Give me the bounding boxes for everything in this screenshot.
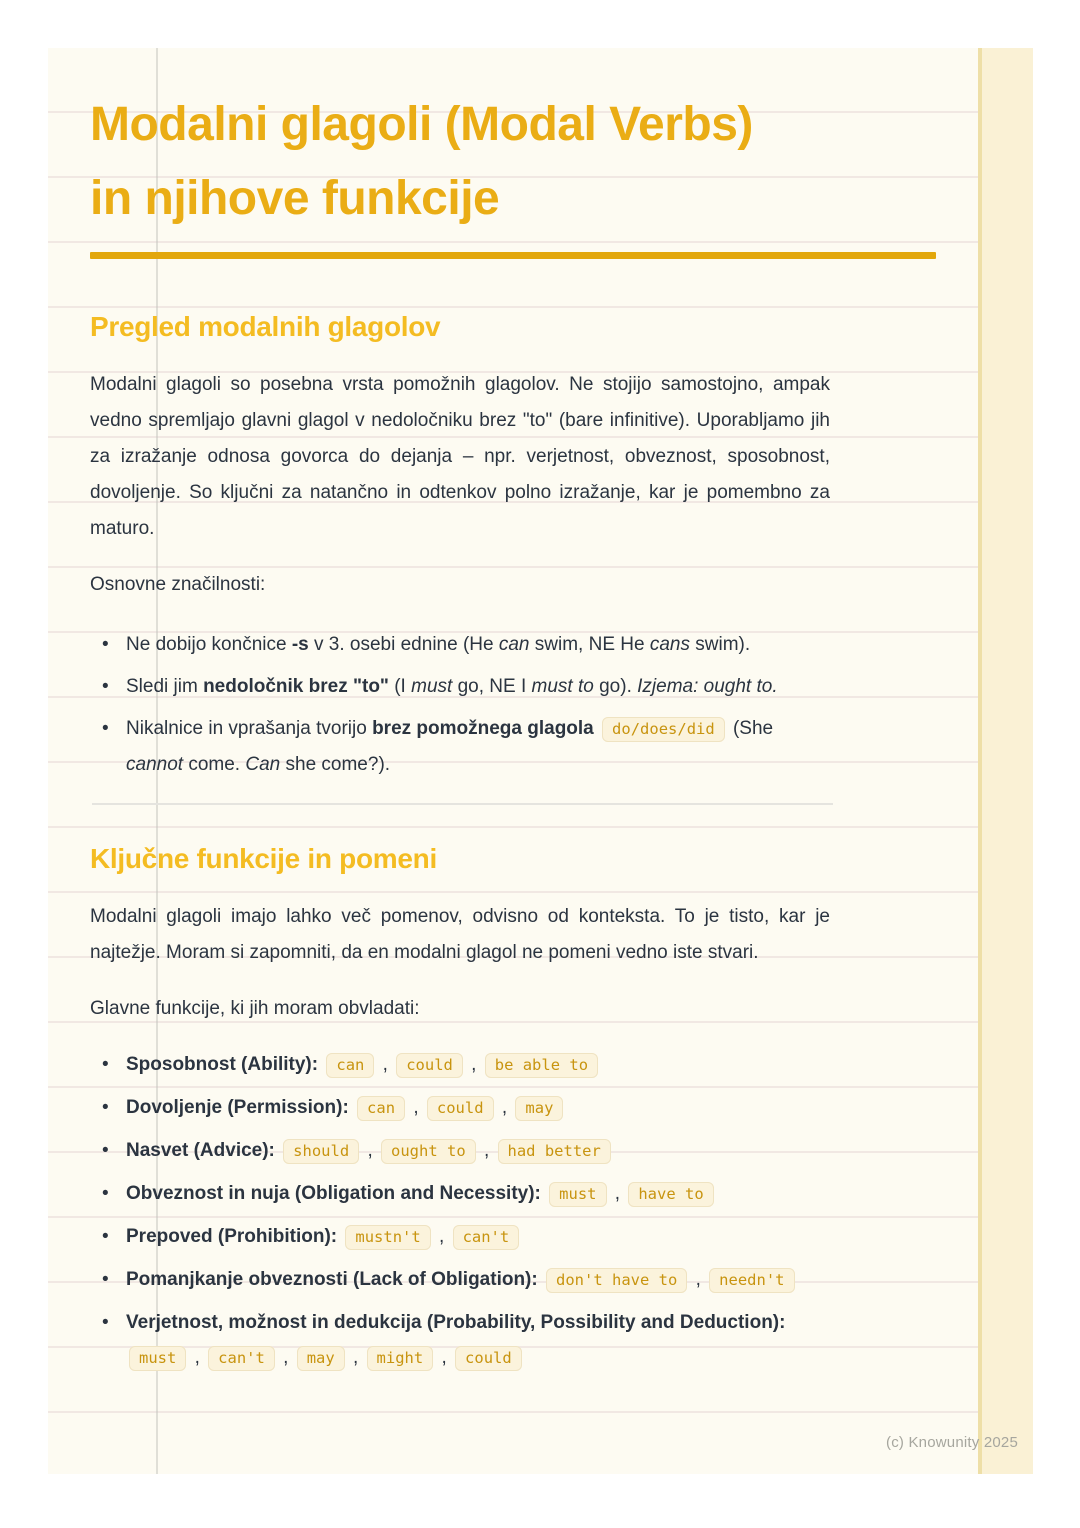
text-segment: , [362,1140,379,1161]
paper-edge-band [978,48,1033,1474]
text-segment: Can [245,754,281,775]
code-tag: ought to [381,1139,476,1164]
text-segment: Ne dobijo končnice [126,634,292,655]
section-divider [92,803,833,805]
functions-bullet-list [90,1047,830,1376]
text-segment: go). [593,676,638,697]
code-tag: might [367,1346,434,1371]
code-tag: may [297,1346,345,1371]
text-segment: brez pomožnega glagola [372,718,594,739]
code-tag: had better [498,1139,611,1164]
text-segment: , [408,1097,424,1118]
code-tag: could [427,1096,494,1121]
text-segment: Verjetnost, možnost in dedukcija (Probability, Possibility and Deduction): [126,1312,786,1333]
list-item [90,1219,830,1255]
code-tag: don't have to [546,1268,687,1293]
text-segment: she come?). [280,754,391,775]
code-tag: should [283,1139,359,1164]
text-segment: nedoločnik brez "to" [203,676,389,697]
title-underline [90,252,936,259]
characteristics-list-intro: Osnovne značilnosti: [90,574,266,595]
text-segment: , [189,1347,206,1368]
text-segment: v 3. osebi ednine (He [308,634,499,655]
section-heading-functions: Ključne funkcije in pomeni [90,843,437,874]
section-functions [90,841,830,1376]
text-segment: cans [649,634,690,655]
text-segment: must to [531,676,594,697]
text-segment: Obveznost in nuja (Obligation and Necessity): [126,1183,547,1204]
text-segment: , [433,1226,450,1247]
list-item [90,669,830,705]
text-segment: Nikalnice in vprašanja tvorijo [126,718,373,739]
text-segment: , [347,1347,364,1368]
list-item [90,711,830,783]
text-segment: Izjema: ought to. [637,676,778,697]
text-segment: Pomanjkanje obveznosti (Lack of Obligation): [126,1269,543,1290]
overview-paragraph: Modalni glagoli so posebna vrsta pomožnih glagolov. Ne stojijo samostojno, ampak vedno spremljajo glavni glagol v nedoločniku brez "to" (bare infinitive). Uporabljamo jih za izražanje odnosa govorca do dejanja – npr. verjetnost, obveznost, sposobnost, dovoljenje. So ključni za natančno in odtenkov polno izražanje, kar je pomembno za maturo. [90,374,830,539]
page-title-line1: Modalni glagoli (Modal Verbs) [90,98,753,151]
code-tag: could [455,1346,522,1371]
text-segment: swim, NE He [529,634,650,655]
code-tag: mustn't [345,1225,430,1250]
list-item [90,1305,830,1376]
characteristics-bullet-list [90,627,830,783]
list-item [90,1047,830,1083]
page-title [90,88,990,236]
code-tag: must [549,1182,606,1207]
text-segment: can [498,634,530,655]
page-title-line2: in njihove funkcije [90,172,500,225]
text-segment: -s [291,634,309,655]
text-segment: Sposobnost (Ability): [126,1054,324,1075]
text-segment: , [496,1097,513,1118]
document-content [90,48,830,1383]
code-tag: must [129,1346,186,1371]
text-segment: , [277,1347,294,1368]
text-segment: go, NE I [452,676,532,697]
code-tag: may [515,1096,563,1121]
text-segment: swim). [690,634,751,655]
code-tag: can't [453,1225,520,1250]
section-heading-overview: Pregled modalnih glagolov [90,311,441,342]
functions-list-intro: Glavne funkcije, ki jih moram obvladati: [90,998,420,1019]
code-tag: can [326,1053,374,1078]
list-item [90,627,830,663]
code-tag: could [396,1053,463,1078]
section-overview [90,309,830,783]
list-item [90,1133,830,1169]
copyright-watermark: (c) Knowunity 2025 [886,1434,1019,1451]
text-segment: , [609,1183,626,1204]
text-segment: come. [183,754,246,775]
code-tag: be able to [485,1053,598,1078]
text-segment: , [436,1347,453,1368]
list-item [90,1176,830,1212]
text-segment: , [478,1140,495,1161]
text-segment: , [465,1054,482,1075]
text-segment: (She [727,718,774,739]
text-segment: , [690,1269,707,1290]
list-item [90,1090,830,1126]
text-segment: , [377,1054,394,1075]
code-tag: needn't [709,1268,794,1293]
text-segment: must [411,676,453,697]
functions-paragraph: Modalni glagoli imajo lahko več pomenov, odvisno od konteksta. To je tisto, kar je najtežje. Moram si zapomniti, da en modalni glagol ne pomeni vedno iste stvari. [90,906,830,963]
code-tag: have to [628,1182,713,1207]
text-segment: (I [388,676,412,697]
code-tag: can [357,1096,405,1121]
text-segment: Prepoved (Prohibition): [126,1226,343,1247]
code-tag: can't [208,1346,275,1371]
code-tag: do/does/did [602,717,725,742]
text-segment: Sledi jim [126,676,204,697]
text-segment: cannot [126,754,184,775]
text-segment: Nasvet (Advice): [126,1140,281,1161]
list-item [90,1262,830,1298]
text-segment: Dovoljenje (Permission): [126,1097,355,1118]
text-segment [594,718,599,739]
paper-sheet [48,48,1033,1474]
